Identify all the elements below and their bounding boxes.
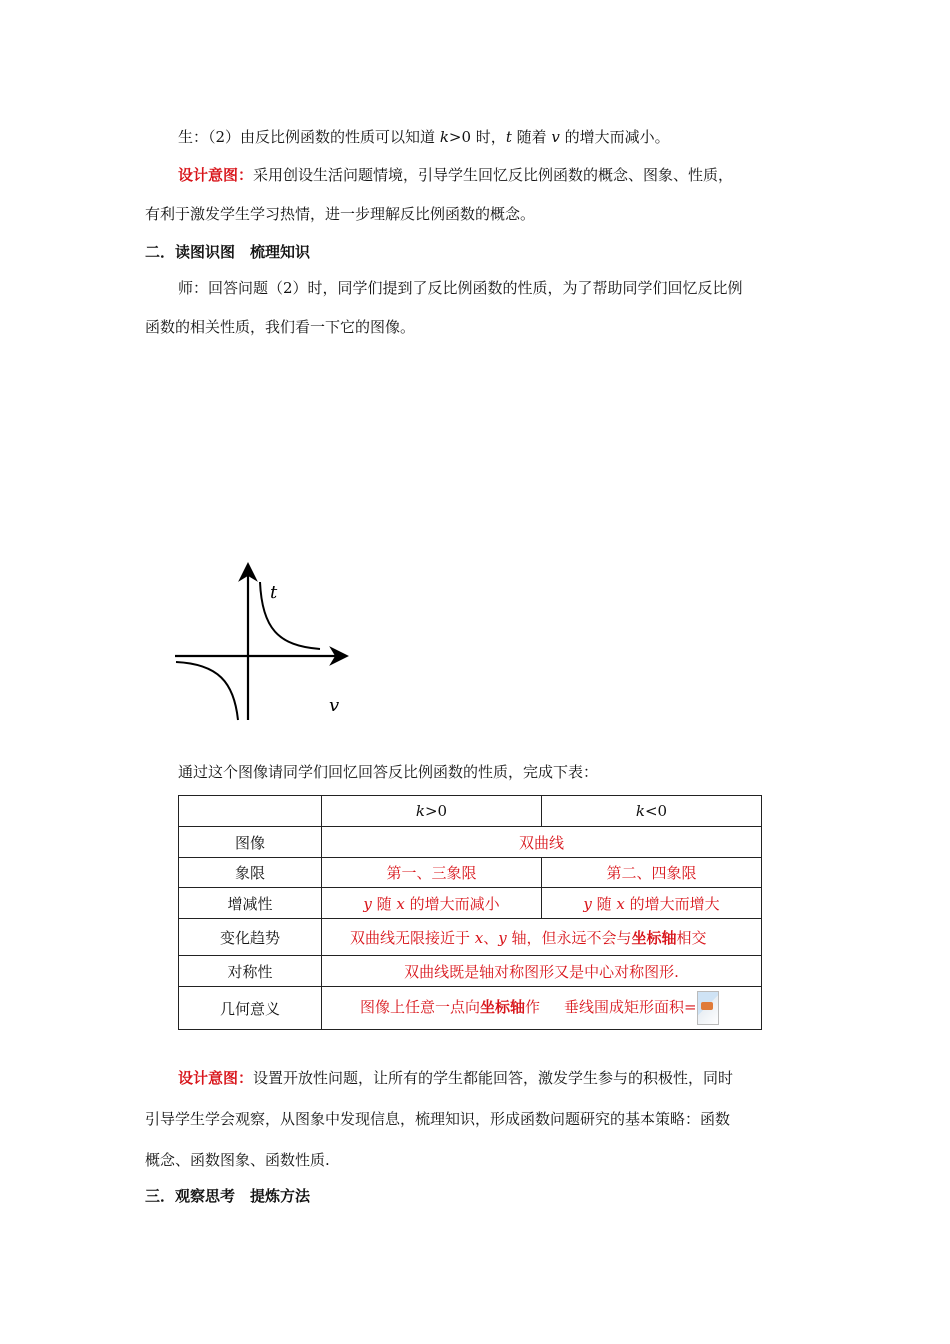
row-label-quadrant: 象限 bbox=[179, 858, 322, 888]
var-y: y bbox=[363, 894, 372, 913]
design-intent-1 bbox=[178, 164, 733, 186]
row-value-monotonic-kpos bbox=[322, 888, 542, 919]
row-value-geometry bbox=[322, 987, 762, 1030]
var-k: k bbox=[439, 128, 449, 146]
text-segment: 坐标轴 bbox=[480, 998, 526, 1016]
table-row bbox=[179, 919, 762, 956]
row-label-monotonic: 增减性 bbox=[179, 888, 322, 919]
row-label-symmetry: 对称性 bbox=[179, 956, 322, 987]
text-segment: >0 时， bbox=[448, 128, 506, 146]
text-segment: 的增大而减小 bbox=[404, 894, 500, 913]
design-intent-label: 设计意图： bbox=[178, 166, 254, 184]
table-row bbox=[179, 956, 762, 987]
var-v: v bbox=[551, 128, 560, 146]
design-intent-text: 采用创设生活问题情境，引导学生回忆反比例函数的概念、图象、性质， bbox=[253, 166, 734, 184]
design-intent-2-line2: 引导学生学会观察，从图象中发现信息，梳理知识，形成函数问题研究的基本策略：函数 bbox=[145, 1110, 731, 1128]
text-segment: 图像上任意一点向 bbox=[360, 998, 481, 1016]
table-header-row bbox=[179, 796, 762, 827]
x-axis-label: v bbox=[329, 695, 340, 716]
row-value-trend bbox=[322, 919, 762, 956]
text-segment: 随 bbox=[591, 894, 617, 913]
text-segment: 双曲线无限接近于 bbox=[350, 928, 475, 947]
var-x: x bbox=[616, 894, 625, 913]
properties-table bbox=[178, 795, 762, 1030]
design-intent-1-cont: 有利于激发学生学习热情，进一步理解反比例函数的概念。 bbox=[145, 205, 536, 223]
text-segment: 随着 bbox=[511, 128, 552, 146]
text-segment: 生：（2）由反比例函数的性质可以知道 bbox=[178, 128, 440, 146]
table-header-kneg bbox=[542, 796, 762, 827]
row-label-trend: 变化趋势 bbox=[179, 919, 322, 956]
teacher-para-line2: 函数的相关性质，我们看一下它的图像。 bbox=[145, 318, 416, 336]
text-segment: 的增大而减小。 bbox=[559, 128, 670, 146]
section-heading-3: 三．观察思考 提炼方法 bbox=[145, 1187, 311, 1205]
text-segment: 相交 bbox=[676, 928, 707, 947]
table-header-blank bbox=[179, 796, 322, 827]
section-heading-2: 二．读图识图 梳理知识 bbox=[145, 243, 311, 261]
hyperbola-branch-third bbox=[176, 662, 238, 720]
var-k: k bbox=[635, 802, 645, 820]
text-segment: 随 bbox=[371, 894, 397, 913]
row-value-quadrant-kneg: 第二、四象限 bbox=[542, 858, 762, 888]
design-intent-2 bbox=[178, 1067, 733, 1089]
text-segment: 的增大而增大 bbox=[624, 894, 720, 913]
design-intent-label: 设计意图： bbox=[178, 1069, 254, 1087]
teacher-para-line1: 师：回答问题（2）时，同学们提到了反比例函数的性质，为了帮助同学们回忆反比例 bbox=[178, 279, 743, 297]
row-label-image: 图像 bbox=[179, 827, 322, 858]
table-intro: 通过这个图像请同学们回忆回答反比例函数的性质，完成下表： bbox=[178, 763, 599, 781]
text-segment: 垂线围成矩形面积= bbox=[564, 998, 697, 1016]
row-label-geometry: 几何意义 bbox=[179, 987, 322, 1030]
var-y: y bbox=[498, 928, 507, 947]
design-intent-2-line3: 概念、函数图象、函数性质. bbox=[145, 1151, 330, 1169]
text-segment: >0 bbox=[424, 802, 448, 820]
row-value-symmetry: 双曲线既是轴对称图形又是中心对称图形. bbox=[322, 956, 762, 987]
row-value-image: 双曲线 bbox=[322, 827, 762, 858]
table-header-kpos bbox=[322, 796, 542, 827]
text-segment: 、 bbox=[483, 928, 499, 947]
text-segment: 轴，但永远不会与 bbox=[506, 928, 632, 947]
table-row bbox=[179, 888, 762, 919]
table-row bbox=[179, 858, 762, 888]
y-axis-label: t bbox=[270, 582, 278, 603]
hyperbola-graph bbox=[170, 558, 370, 728]
text-segment: 作 bbox=[525, 998, 541, 1016]
student-answer bbox=[178, 126, 670, 148]
row-value-monotonic-kneg bbox=[542, 888, 762, 919]
var-t: t bbox=[505, 128, 512, 146]
var-x: x bbox=[396, 894, 405, 913]
formula-image-icon bbox=[697, 991, 719, 1025]
table-row bbox=[179, 827, 762, 858]
text-segment: <0 bbox=[644, 802, 668, 820]
var-x: x bbox=[474, 928, 484, 947]
var-k: k bbox=[415, 802, 425, 820]
var-y: y bbox=[583, 894, 592, 913]
row-value-quadrant-kpos: 第一、三象限 bbox=[322, 858, 542, 888]
text-segment: 坐标轴 bbox=[631, 928, 677, 947]
design-intent-text: 设置开放性问题，让所有的学生都能回答，激发学生参与的积极性，同时 bbox=[253, 1069, 734, 1087]
hyperbola-branch-first bbox=[260, 582, 320, 649]
table-row bbox=[179, 987, 762, 1030]
